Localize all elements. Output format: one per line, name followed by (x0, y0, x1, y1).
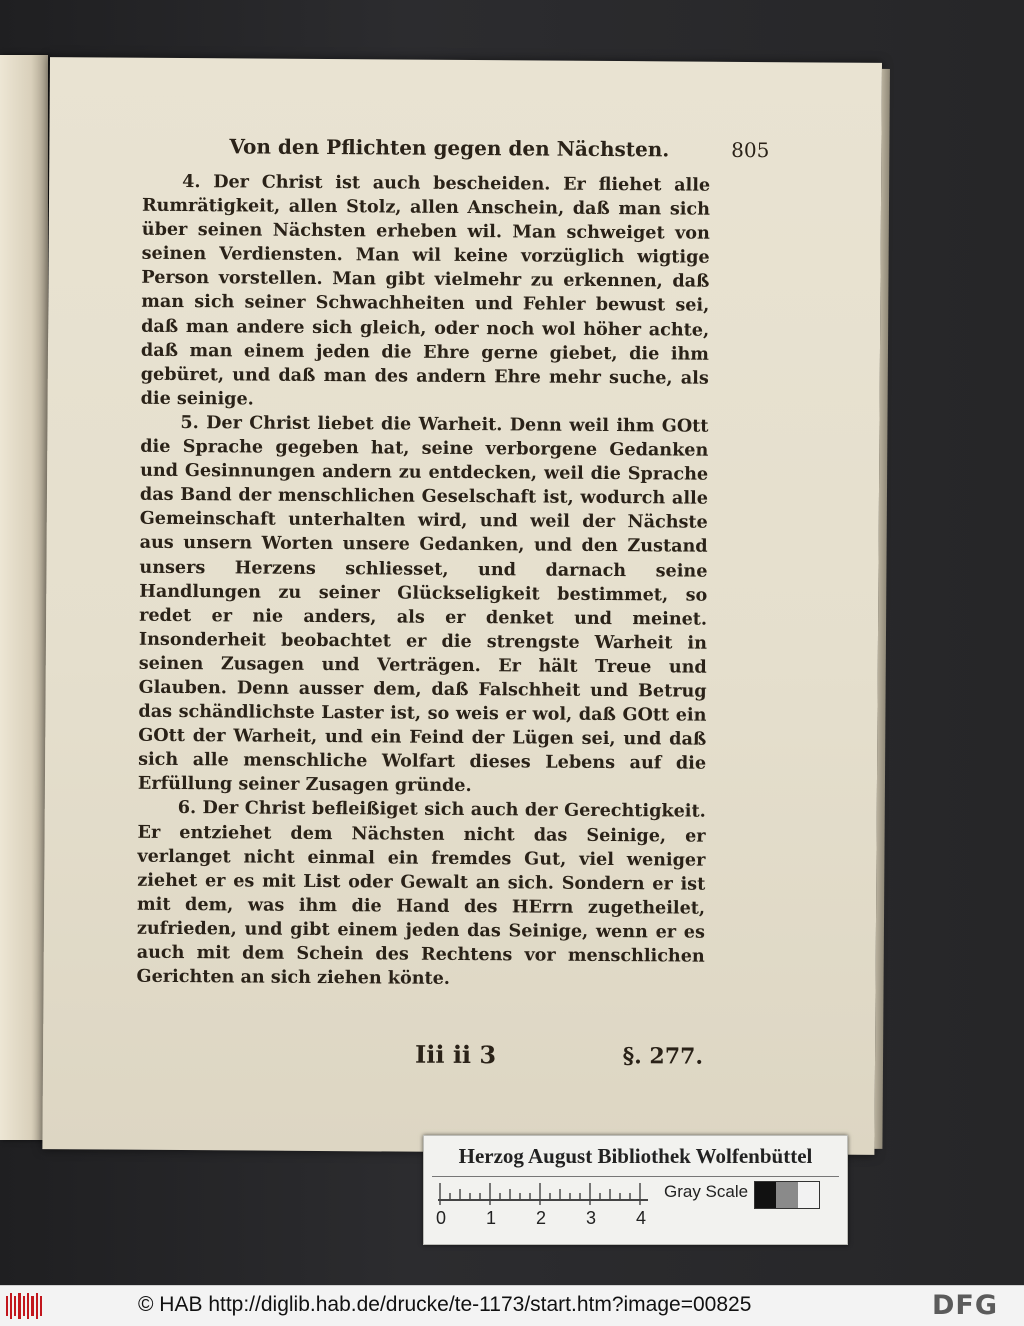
ruler-number: 4 (636, 1208, 647, 1228)
barcode-icon (6, 1293, 44, 1319)
ruler-number: 1 (486, 1208, 497, 1228)
page-number: 805 (731, 137, 770, 163)
ruler-number: 0 (436, 1208, 447, 1228)
paragraph-6: 6. Der Christ befleißiget sich auch der Gerechtigkeit. Er entziehet dem Nächsten nicht das Seinige, er verlanget nicht einmal ein fremdes Gut, viel weniger ziehet er es mit List oder Gewalt an sich. Sondern er ist mit dem, was ihm die Hand des HErrn zugetheilet, zufrieden, und gibt einem jeden das Seinige, wenn er es auch mit dem Schein des Rechtens vor menschlichen Gerichten an sich ziehen könte. (136, 797, 706, 990)
ruler-number: 2 (536, 1208, 547, 1228)
grayscale-swatches (754, 1181, 820, 1209)
page-footer (163, 1038, 703, 1076)
body-text (137, 170, 711, 993)
grayscale-swatch-light (798, 1182, 819, 1208)
ruler-numbers (436, 1208, 676, 1230)
library-name: Herzog August Bibliothek Wolfenbüttel (458, 1144, 813, 1168)
running-head-title: Von den Pflichten gegen den Nächsten. (229, 134, 670, 162)
grayscale-swatch-mid (776, 1182, 797, 1208)
label-divider (432, 1176, 839, 1177)
paragraph-4: 4. Der Christ ist auch bescheiden. Er fliehet alle Rumrätigkeit, allen Stolz, allen Anschein, daß man sich über seinen Nächsten erheben wil. Man schweiget von seinen Verdiensten. Man wil keine vorzüglich wigtige Person vorstellen. Man gibt vielmehr zu erkennen, daß man sich seiner Schwachheiten und Fehler bewust sei, daß man andere sich gleich, oder noch wol höher achte, daß man einem jeden die Ehre gerne giebet, die ihm gebüret, und daß man des andern Ehre mehr suche, als die seinige. (140, 171, 711, 410)
running-head (229, 134, 769, 168)
grayscale-label: Gray Scale (664, 1182, 749, 1201)
scale-ruler (438, 1179, 648, 1209)
grayscale-swatch-dark (755, 1182, 776, 1208)
catchword: §. 277. (622, 1043, 704, 1070)
previous-page-edge (0, 55, 48, 1140)
paragraph-5: 5. Der Christ liebet die Warheit. Denn weil ihm GOtt die Sprache gegeben hat, seine verborgene Gedanken und Gesinnungen andern zu entdecken, weil die Sprache das Band der menschlichen Geselschaft ist, wodurch alle Gemeinschaft unterhalten wird, und weil der Nächste aus unsern Worten unsere Gedanken, und den Zustand unsers Herzens schliesset, und darnach seine Handlungen zu seiner Glückseligkeit bestimmet, so redet er nie anders, als er denket und meinet. Insonderheit beobachtet er die strengste Warheit in seinen Zusagen und Verträgen. Er hält Treue und Glauben. Denn ausser dem, daß Falschheit und Betrug das schändlichste Laster ist, so weis er wol, daß GOtt ein GOtt der Warheit, und ein Feind der Lügen sei, und daß sich alle menschliche Wolfart dieses Lebens auf die Erfüllung seiner Zusagen gründe. (137, 411, 709, 797)
credit-bar (0, 1285, 1024, 1326)
ruler-baseline (438, 1199, 648, 1201)
book-page (42, 57, 882, 1155)
ruler-number: 3 (586, 1208, 597, 1228)
signature-mark: Iii ii 3 (414, 1039, 497, 1070)
library-label-card (423, 1135, 848, 1245)
page-fore-edge (874, 69, 890, 1149)
dfg-logo: DFG (932, 1290, 999, 1321)
credit-link[interactable]: © HAB http://diglib.hab.de/drucke/te-1173/start.htm?image=00825 (138, 1293, 752, 1316)
